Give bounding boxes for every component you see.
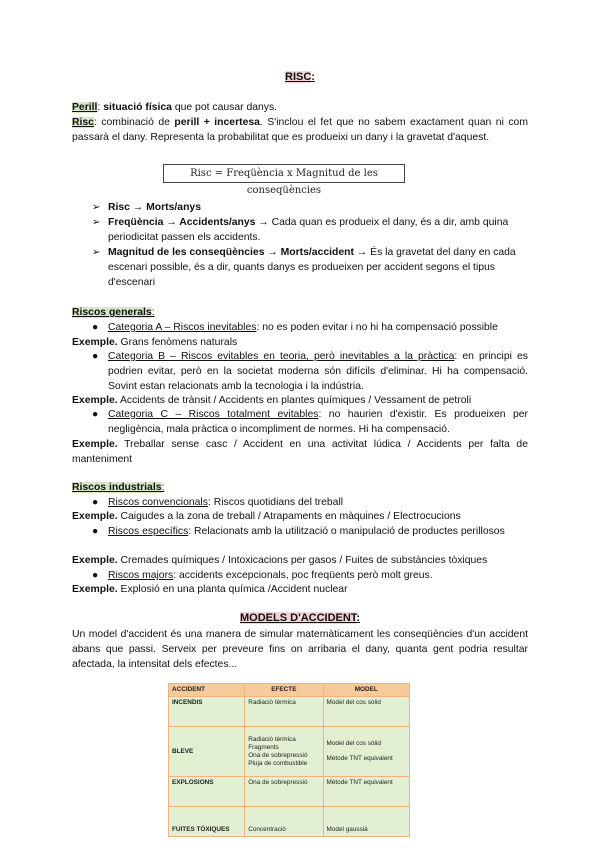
bullet-dot-icon: ●: [92, 409, 99, 420]
example-text: Accidents de trànsit / Accidents en plantes químiques / Vessament de petroli: [117, 395, 472, 406]
risk-formula-box: Risc = Freqüència x Magnitud de les conseqüències: [163, 164, 405, 183]
cell-efecte: [245, 727, 323, 777]
example-convencionals: [72, 509, 528, 524]
efecte-line: Radiació tèrmica: [248, 735, 296, 743]
cell-efecte: [245, 697, 323, 727]
example-c: [72, 437, 528, 467]
riscos-industrials-head-text: Riscos industrials: [72, 482, 162, 493]
riscos-majors-text: : accidents excepcionals, poc freqüents però molt greus.: [173, 570, 433, 581]
column-header-efecte: EFECTE: [245, 684, 323, 697]
category-b-label: Categoria B – Riscos evitables en teoria, però inevitables a la pràctica: [108, 351, 455, 362]
perill-definition: [72, 100, 528, 115]
risc-text-1: : combinació de: [93, 117, 175, 128]
example-label: Exemple.: [72, 439, 118, 450]
table-row: [169, 807, 410, 837]
cell-efecte: [245, 777, 323, 807]
bullet-dot-icon: ●: [92, 570, 99, 581]
example-especifics: [72, 553, 528, 568]
model-line: Model del cos sòlid: [326, 699, 381, 706]
example-text: Cremades químiques / Intoxicacions per gasos / Fuites de substàncies tòxiques: [117, 555, 488, 566]
example-label: Exemple.: [72, 555, 118, 566]
model-line: Mètode TNT equivalent: [326, 779, 393, 786]
model-line: Model del cos sòlid: [326, 740, 381, 747]
riscos-industrials-colon: :: [161, 482, 165, 493]
models-title-text: MODELS D'ACCIDENT: [240, 612, 357, 624]
efecte-line: Concentració: [248, 826, 286, 833]
arrow-bullet-icon: ➢: [92, 217, 101, 228]
example-label: Exemple.: [72, 395, 118, 406]
models-title-colon: :: [356, 612, 360, 624]
category-a-text: : no es poden evitar i no hi ha compensació possible: [256, 322, 498, 333]
riscos-convencionals-text: : Riscos quotidians del treball: [207, 497, 344, 508]
perill-bold: situació física: [103, 102, 172, 113]
category-b-text: : en principi es podrien evitar, però en la societat moderna són difícils d'eliminar. Hi ha compensació. Sovint estan relacionats amb la tecnologia i la indústria.: [108, 351, 528, 392]
example-majors: [72, 582, 528, 597]
cell-model: [323, 697, 409, 727]
cell-model: [323, 807, 409, 837]
efecte-line: Fragments: [248, 743, 279, 751]
table-row: [169, 697, 410, 727]
risc-definition: [72, 115, 528, 145]
column-header-accident: ACCIDENT: [169, 684, 245, 697]
risc-term: Risc: [72, 117, 94, 128]
cell-efecte: [245, 807, 323, 837]
cell-accident: EXPLOSIONS: [169, 777, 245, 807]
efecte-line: Ona de sobrepressió: [248, 751, 308, 759]
riscos-generals-head-text: Riscos generals: [72, 307, 152, 318]
arrow-item-bold: Risc → Morts/anys: [108, 202, 201, 213]
riscos-generals-colon: :: [151, 307, 155, 318]
models-intro: Un model d'accident és una manera de simular matemàticament les conseqüències d'un accident abans que passi. Serveix per preveure fins on arribaria el dany, quanta gent podria resultar afectada, la intensitat dels efectes...: [72, 629, 528, 670]
perill-term: Perill: [72, 102, 98, 113]
table-header-row: [169, 684, 410, 697]
arrow-item-text: → Cada quan es produeix el dany, és a dir, amb quina periodicitat passen els accidents.: [108, 217, 509, 243]
category-c-label: Categoria C – Riscos totalment evitables: [108, 409, 319, 420]
efecte-line: Ona de sobrepressió: [248, 779, 308, 786]
arrow-item-bold: Freqüència → Accidents/anys: [108, 217, 256, 228]
table-row: [169, 727, 410, 777]
arrow-item-text: → És la gravetat del dany en cada escenari possible, és a dir, quants danys es produeixen per accident segons el tipus d'escenari: [108, 247, 516, 288]
column-header-model: MODEL: [323, 684, 409, 697]
bullet-dot-icon: ●: [92, 526, 99, 537]
page-title: [0, 70, 600, 85]
efecte-line: Radiació tèrmica: [248, 699, 296, 706]
riscos-majors-label: Riscos majors: [108, 570, 174, 581]
bullet-dot-icon: ●: [92, 497, 99, 508]
example-text: Explosió en una planta química /Accident nuclear: [117, 584, 348, 595]
risc-text-2: . S'inclou el fet que no sabem exactament quan ni com passarà el dany. Representa la probabilitat que es produeixi un dany i la gravetat d'aquest.: [72, 117, 528, 143]
arrow-bullet-icon: ➢: [92, 247, 101, 258]
cell-model: [323, 727, 409, 777]
example-a: [72, 335, 528, 350]
model-line: Model gaussià: [326, 826, 368, 833]
cell-accident: BLEVE: [169, 727, 245, 777]
riscos-convencionals-label: Riscos convencionals: [108, 497, 208, 508]
example-label: Exemple.: [72, 511, 118, 522]
risc-title-text: RISC: [285, 71, 312, 83]
bullet-dot-icon: ●: [92, 322, 99, 333]
example-label: Exemple.: [72, 584, 118, 595]
example-label: Exemple.: [72, 337, 118, 348]
riscos-generals-heading: [72, 305, 155, 320]
riscos-especifics-label: Riscos específics: [108, 526, 189, 537]
table-row: [169, 777, 410, 807]
cell-accident: INCENDIS: [169, 697, 245, 727]
cell-model: [323, 777, 409, 807]
example-b: [72, 393, 528, 408]
perill-colon: :: [97, 102, 104, 113]
category-a-label: Categoria A – Riscos inevitables: [108, 322, 257, 333]
models-title: [0, 611, 600, 626]
perill-rest: que pot causar danys.: [171, 102, 278, 113]
category-c-text: : no haurien d'existir. Es produeixen per negligència, mala pràctica o incompliment de normes. Hi ha compensació.: [108, 409, 528, 435]
arrow-bullet-icon: ➢: [92, 202, 101, 213]
risc-bold: perill + incertesa: [174, 117, 260, 128]
risc-title-colon: :: [311, 71, 315, 83]
example-text: Grans fenòmens naturals: [117, 337, 238, 348]
arrow-item-bold: Magnitud de les conseqüències → Morts/accident: [108, 247, 354, 258]
model-line: Mètode TNT equivalent: [326, 755, 393, 762]
efecte-line: Pluja de combustible: [248, 759, 308, 767]
cell-accident: FUITES TÒXIQUES: [169, 807, 245, 837]
bullet-dot-icon: ●: [92, 351, 99, 362]
example-text: Treballar sense casc / Accident en una activitat lúdica / Accidents per falta de manteniment: [72, 439, 528, 465]
accident-models-table: [168, 683, 410, 837]
riscos-especifics-text: : Relacionats amb la utilització o manipulació de productes perillosos: [188, 526, 505, 537]
example-text: Caigudes a la zona de treball / Atrapaments en màquines / Electrocucions: [117, 511, 461, 522]
riscos-industrials-heading: [72, 480, 164, 495]
